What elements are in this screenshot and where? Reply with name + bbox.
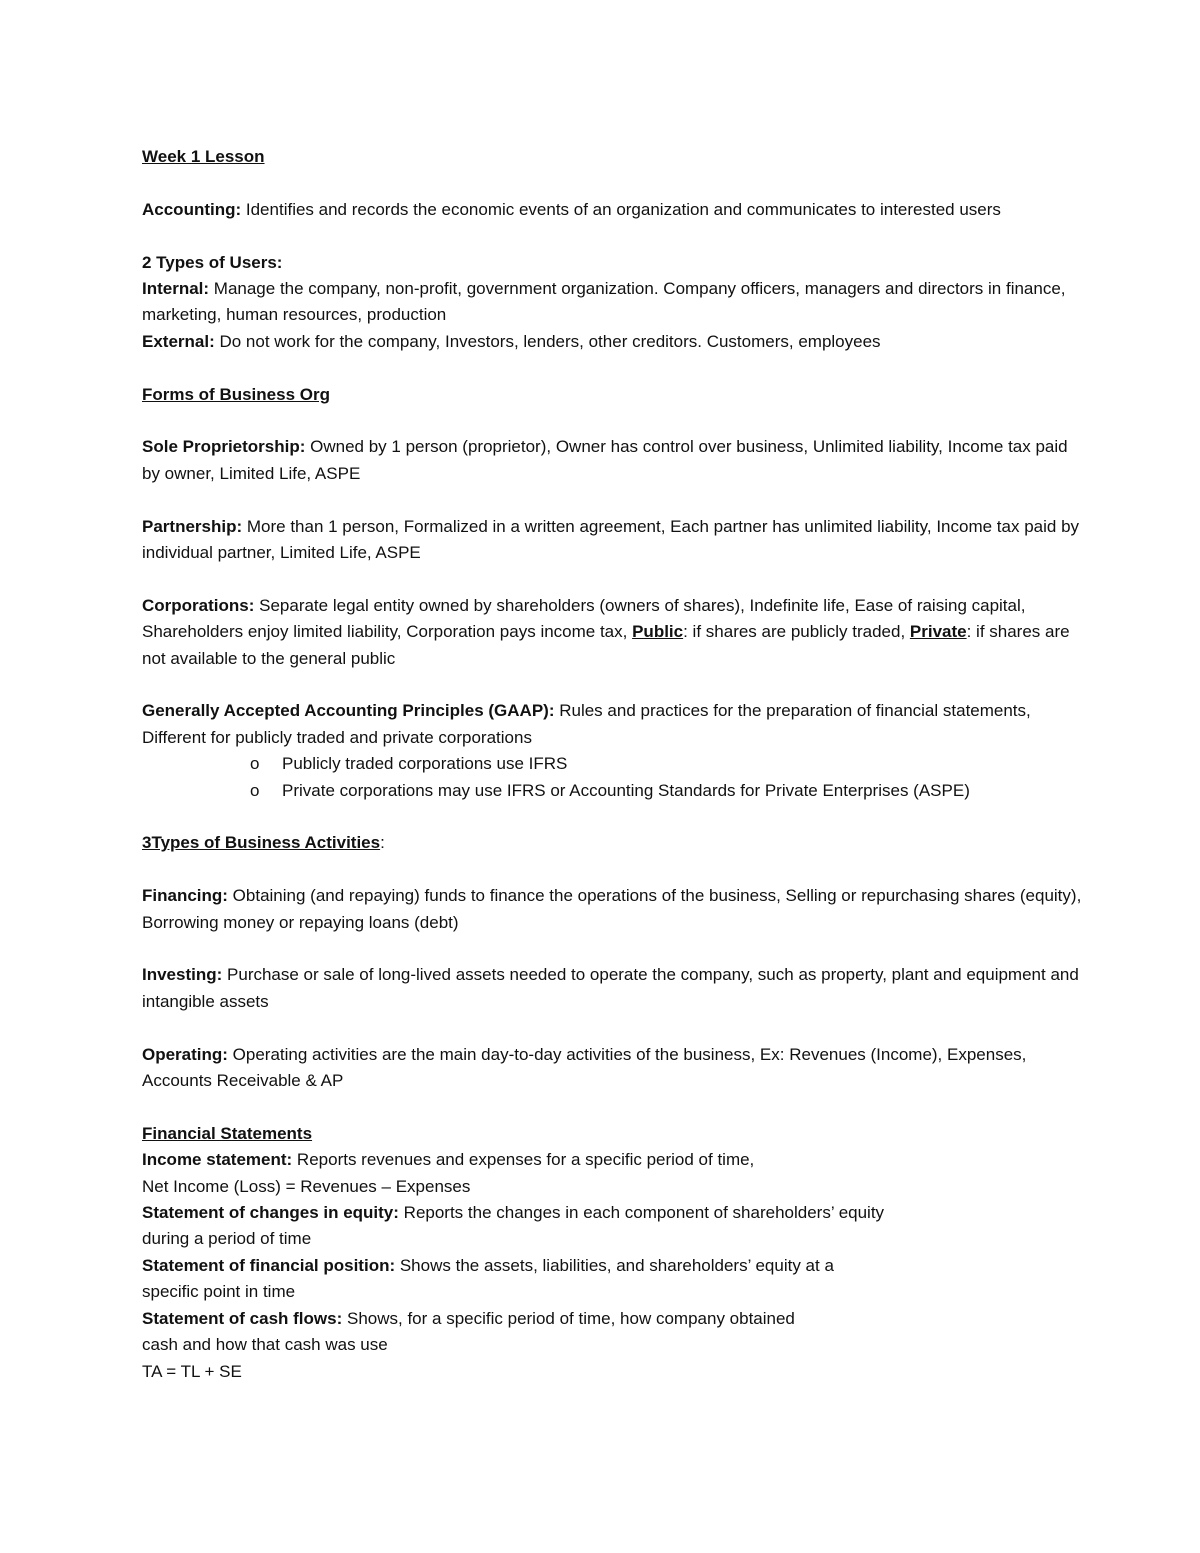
accounting-definition [142,197,1082,223]
activities-heading: 3Types of Business Activities: [142,833,385,853]
sole-proprietorship [142,434,1082,487]
forms-heading: Forms of Business Org [142,384,330,404]
corp-text: Separate legal entity owned by shareholders (owners of shares), Indefinite life, Ease of raising capital, Shareholders enjoy limited liability, Corporation pays income tax, [142,595,1026,642]
public-term: Public [632,622,684,642]
position-statement-cont: specific point in time [142,1282,296,1302]
gaap-definition [142,698,1082,751]
sole-term: Sole Proprietorship: [142,437,306,457]
financing-term: Financing: [142,886,228,906]
gaap-text: Rules and practices for the preparation of financial statements, Different for publicly traded and private corporations [142,701,1031,747]
financing-activity [142,883,1082,936]
sole-text: Owned by 1 person (proprietor), Owner has control over business, Unlimited liability, Income tax paid by owner, Limited Life, ASPE [142,437,1068,483]
operating-activity [142,1042,1082,1095]
accounting-equation: TA = TL + SE [142,1361,242,1381]
internal-users [142,276,1082,329]
operating-term: Operating: [142,1044,228,1064]
cash-flow-statement: Statement of cash flows: Shows, for a specific period of time, how company obtained [142,1308,795,1328]
partnership [142,514,1082,567]
corp-term: Corporations: [142,595,255,615]
private-text: : if shares are not available to the general public [142,622,1070,668]
bullet-marker: o [250,780,260,800]
accounting-text: Identifies and records the economic events of an organization and communicates to interested users [241,199,1001,219]
investing-activity [142,962,1082,1015]
gaap-bullet-item: o Private corporations may use IFRS or Accounting Standards for Private Enterprises (ASPE) [250,778,1082,804]
gaap-bullet-list [142,751,1082,804]
operating-text: Operating activities are the main day-to-day activities of the business, Ex: Revenues (Income), Expenses, Accounts Receivable & AP [142,1044,1027,1091]
document-body [142,144,1082,1385]
page-title-text: Week 1 Lesson [142,147,265,166]
cash-flow-statement-cont: cash and how that cash was use [142,1335,388,1355]
private-term: Private [909,622,967,642]
partnership-text: More than 1 person, Formalized in a written agreement, Each partner has unlimited liability, Income tax paid by individual partner, Limited Life, ASPE [142,516,1080,563]
external-term: External: [142,331,215,351]
public-text: : if shares are publicly traded, [683,622,910,642]
internal-term: Internal: [142,279,210,298]
gaap-bullet-item: o Publicly traded corporations use IFRS [250,751,1082,777]
users-heading: 2 Types of Users: [142,252,283,272]
gaap-term: Generally Accepted Accounting Principles (GAAP): [142,701,555,721]
page-title [142,144,1082,170]
investing-term: Investing: [142,965,223,985]
external-text: Do not work for the company, Investors, lenders, other creditors. Customers, employees [214,331,881,351]
corporations [142,593,1082,672]
bullet-marker: o [250,754,260,774]
partnership-term: Partnership: [142,516,243,536]
income-statement: Income statement: Reports revenues and expenses for a specific period of time, [142,1150,755,1170]
equity-statement: Statement of changes in equity: Reports the changes in each component of shareholders’ equity [142,1203,885,1223]
position-statement: Statement of financial position: Shows the assets, liabilities, and shareholders’ equity at a [142,1255,834,1275]
statements-heading: Financial Statements [142,1123,313,1143]
income-formula: Net Income (Loss) = Revenues – Expenses [142,1176,471,1196]
investing-text: Purchase or sale of long-lived assets needed to operate the company, such as property, plant and equipment and intangible assets [142,965,1079,1011]
internal-text: Manage the company, non-profit, government organization. Company officers, managers and directors in finance, marketing, human resources, production [142,279,1066,325]
equity-statement-cont: during a period of time [142,1229,312,1249]
financing-text: Obtaining (and repaying) funds to finance the operations of the business, Selling or repurchasing shares (equity), Borrowing money or repaying loans (debt) [142,886,1082,932]
external-users [142,329,1082,355]
accounting-term: Accounting: [142,199,242,219]
